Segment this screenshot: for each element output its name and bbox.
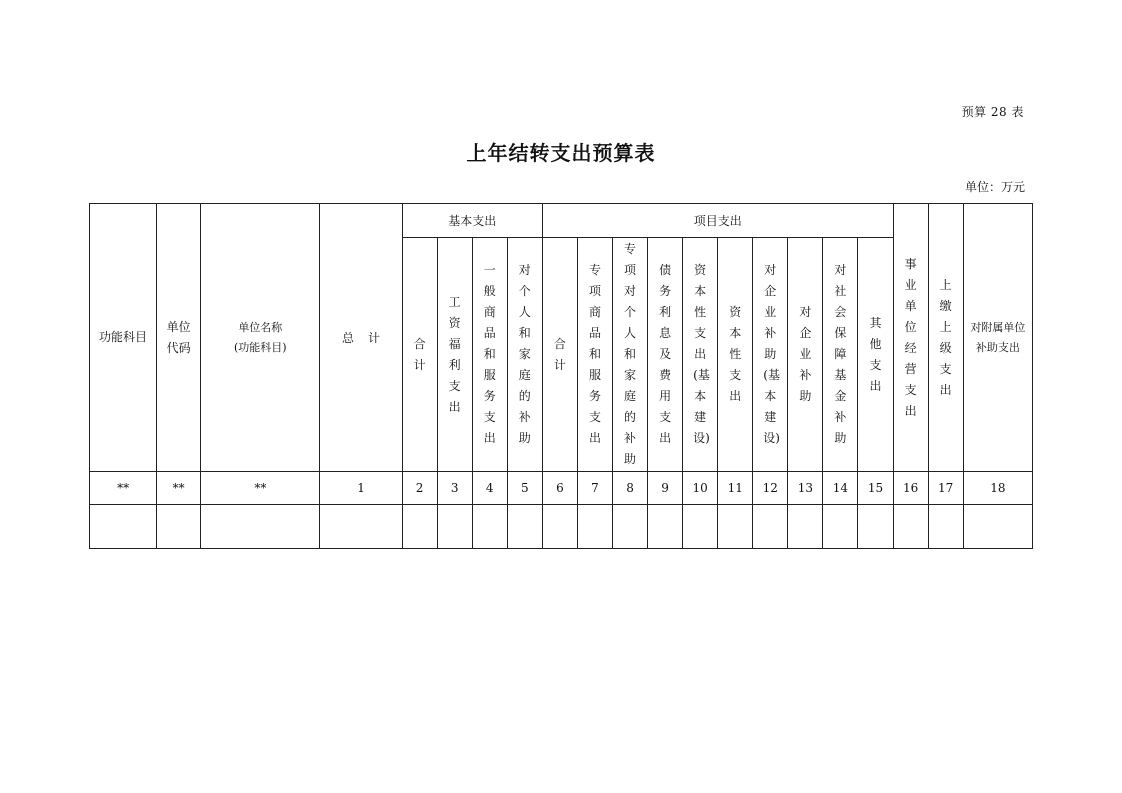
project-col-subtotal: 合计 xyxy=(542,238,577,472)
table-cell[interactable] xyxy=(507,505,542,549)
column-number: ** xyxy=(157,472,201,505)
table-cell[interactable] xyxy=(402,505,437,549)
column-number: 17 xyxy=(928,472,963,505)
table-cell[interactable] xyxy=(858,505,893,549)
basic-col-salary-welfare: 工资福利支出 xyxy=(437,238,472,472)
table-cell[interactable] xyxy=(201,505,320,549)
project-col-capital: 资本性支出 xyxy=(718,238,753,472)
table-cell[interactable] xyxy=(963,505,1032,549)
table-cell[interactable] xyxy=(753,505,788,549)
column-number: ** xyxy=(90,472,157,505)
project-col-special-household: 专项对个人和家庭的补助 xyxy=(612,238,647,472)
page-title: 上年结转支出预算表 xyxy=(466,141,656,165)
table-cell[interactable] xyxy=(648,505,683,549)
column-number: 11 xyxy=(718,472,753,505)
column-number: 1 xyxy=(320,472,402,505)
budget-table xyxy=(89,203,1033,549)
header-subsidiary-subsidy: 对附属单位补助支出 xyxy=(963,204,1032,472)
table-cell[interactable] xyxy=(612,505,647,549)
project-col-enterprise-construction: 对企业补助(基本建设) xyxy=(753,238,788,472)
basic-col-goods-services: 一般商品和服务支出 xyxy=(472,238,507,472)
column-number: 10 xyxy=(683,472,718,505)
column-number: 15 xyxy=(858,472,893,505)
column-number: ** xyxy=(201,472,320,505)
table-cell[interactable] xyxy=(577,505,612,549)
project-col-debt-interest: 债务利息及费用支出 xyxy=(648,238,683,472)
column-number: 4 xyxy=(472,472,507,505)
header-unit-name: 单位名称 (功能科目) xyxy=(201,204,320,472)
header-project-expenditure: 项目支出 xyxy=(542,204,893,238)
column-number: 12 xyxy=(753,472,788,505)
unit-label: 单位：万元 xyxy=(964,180,1025,194)
column-number: 9 xyxy=(648,472,683,505)
column-number: 2 xyxy=(402,472,437,505)
project-col-special-goods: 专项商品和服务支出 xyxy=(577,238,612,472)
header-basic-expenditure: 基本支出 xyxy=(402,204,542,238)
table-cell[interactable] xyxy=(157,505,201,549)
header-total: 总计 xyxy=(320,204,402,472)
table-cell[interactable] xyxy=(683,505,718,549)
column-number: 8 xyxy=(612,472,647,505)
table-row xyxy=(90,505,1033,549)
project-col-other: 其他支出 xyxy=(858,238,893,472)
header-unit-code: 单位代码 xyxy=(157,204,201,472)
table-cell[interactable] xyxy=(472,505,507,549)
table-cell[interactable] xyxy=(542,505,577,549)
table-cell[interactable] xyxy=(90,505,157,549)
table-cell[interactable] xyxy=(788,505,823,549)
project-col-social-security: 对社会保障基金补助 xyxy=(823,238,858,472)
column-number: 13 xyxy=(788,472,823,505)
project-col-enterprise-subsidy: 对企业补助 xyxy=(788,238,823,472)
table-cell[interactable] xyxy=(893,505,928,549)
table-cell[interactable] xyxy=(928,505,963,549)
table-cell[interactable] xyxy=(437,505,472,549)
table-cell[interactable] xyxy=(718,505,753,549)
header-business-unit-expenditure: 事业单位经营支出 xyxy=(893,204,928,472)
basic-col-subtotal: 合计 xyxy=(402,238,437,472)
column-number: 3 xyxy=(437,472,472,505)
basic-col-household-subsidy: 对个人和家庭的补助 xyxy=(507,238,542,472)
header-function-subject: 功能科目 xyxy=(90,204,157,472)
form-number: 预算 28 表 xyxy=(961,105,1024,119)
column-number: 7 xyxy=(577,472,612,505)
column-number: 5 xyxy=(507,472,542,505)
column-number: 16 xyxy=(893,472,928,505)
column-number-row xyxy=(90,472,1033,505)
column-number: 18 xyxy=(963,472,1032,505)
project-col-capital-construction: 资本性支出(基本建设) xyxy=(683,238,718,472)
header-upper-pay-expenditure: 上缴上级支出 xyxy=(928,204,963,472)
column-number: 6 xyxy=(542,472,577,505)
table-cell[interactable] xyxy=(823,505,858,549)
column-number: 14 xyxy=(823,472,858,505)
table-cell[interactable] xyxy=(320,505,402,549)
